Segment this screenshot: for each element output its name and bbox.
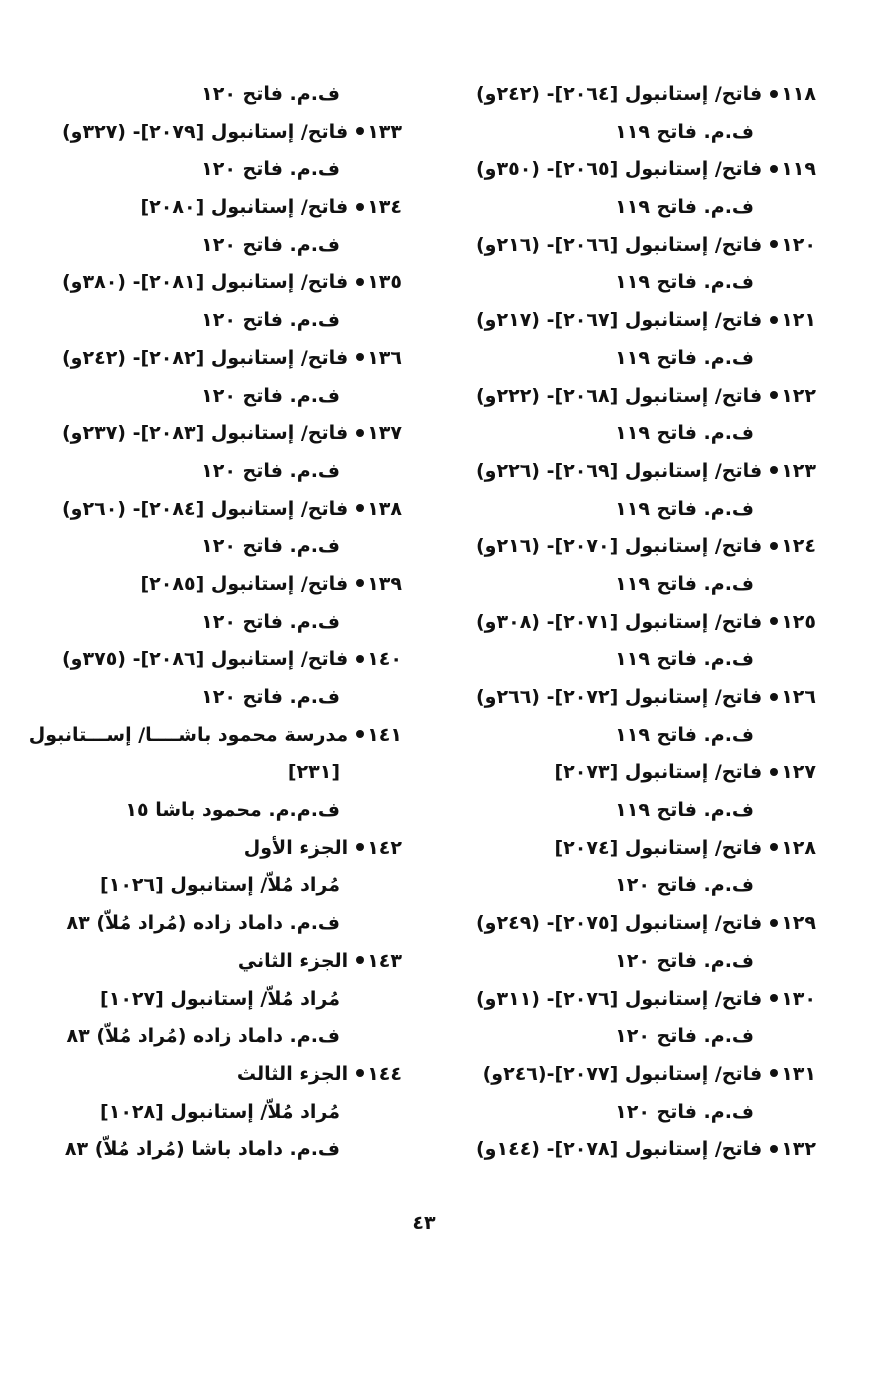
- bullet-icon: [770, 693, 778, 701]
- catalog-entry: [28, 717, 402, 755]
- entry-detail: ف.م. فاتح ١٢٠: [201, 233, 340, 256]
- bullet-icon: [770, 994, 778, 1002]
- catalog-entry: [456, 905, 816, 943]
- bullet-icon: [356, 127, 364, 135]
- entry-detail: ف.م. فاتح ١٢٠: [201, 384, 340, 407]
- entry-text: الجزء الثاني: [237, 949, 349, 972]
- entry-detail: ف.م. فاتح ١٢٠: [201, 535, 340, 558]
- catalog-entry: [456, 76, 816, 114]
- entry-text: فاتح/ إستانبول [٢٠٧٠]- (٢١٦و): [476, 535, 763, 558]
- entry-detail: مُراد مُلاّ/ إستانبول [١٠٢٨]: [100, 1100, 340, 1123]
- entry-text: فاتح/ إستانبول [٢٠٧١]- (٣٠٨و): [476, 610, 763, 633]
- left-column: [28, 76, 402, 1169]
- entry-number: ١٣٥: [367, 271, 402, 294]
- catalog-entry: [50, 340, 402, 378]
- entry-text: فاتح/ إستانبول [٢٠٦٦]- (٢١٦و): [476, 233, 763, 256]
- entry-number: ١٤٢: [367, 836, 402, 859]
- bullet-icon: [356, 579, 364, 587]
- bullet-icon: [770, 919, 778, 927]
- catalog-entry: [50, 189, 402, 227]
- catalog-entry: [456, 302, 816, 340]
- entry-text: فاتح/ إستانبول [٢٠٨٥]: [140, 572, 349, 595]
- catalog-entry: [456, 227, 816, 265]
- entry-detail: ف.م. فاتح ١١٩: [615, 497, 754, 520]
- catalog-entry: [456, 1056, 816, 1094]
- entry-number: ١٣٤: [367, 196, 402, 219]
- entry-text: مدرسة محمود باشــــا/ إســـتانبول: [28, 723, 349, 746]
- entry-continuation: [٢٣١]: [287, 761, 340, 784]
- entry-number: ١٣٦: [367, 346, 402, 369]
- entry-number: ١٢٨: [781, 836, 816, 859]
- catalog-entry: [456, 528, 816, 566]
- bullet-icon: [770, 316, 778, 324]
- entry-text: الجزء الثالث: [236, 1062, 349, 1085]
- bullet-icon: [770, 542, 778, 550]
- entry-detail: ف.م. فاتح ١٢٠: [615, 1025, 754, 1048]
- bullet-icon: [356, 655, 364, 663]
- catalog-entry: [50, 830, 402, 868]
- catalog-entry: [50, 566, 402, 604]
- bullet-icon: [770, 165, 778, 173]
- entry-detail: ف.م. فاتح ١٢٠: [201, 158, 340, 181]
- catalog-entry: [50, 1056, 402, 1094]
- entry-detail: ف.م. داماد باشا (مُراد مُلاّ) ٨٣: [64, 1138, 340, 1161]
- catalog-entry: [50, 641, 402, 679]
- bullet-icon: [770, 466, 778, 474]
- bullet-icon: [356, 843, 364, 851]
- catalog-entry: [456, 981, 816, 1019]
- entry-number: ١٢٩: [781, 912, 816, 935]
- bullet-icon: [770, 1069, 778, 1077]
- catalog-entry: [50, 264, 402, 302]
- catalog-entry: [50, 491, 402, 529]
- entry-detail: ف.م. فاتح ١١٩: [615, 271, 754, 294]
- entry-detail: ف.م. فاتح ١٢٠: [201, 459, 340, 482]
- catalog-entry: [50, 415, 402, 453]
- entry-text: فاتح/ إستانبول [٢٠٧٧]-(٢٤٦و): [482, 1062, 763, 1085]
- entry-detail: ف.م.م. محمود باشا ١٥: [125, 799, 340, 822]
- entry-number: ١٢٢: [781, 384, 816, 407]
- entry-text: فاتح/ إستانبول [٢٠٧٦]- (٣١١و): [476, 987, 763, 1010]
- entry-text: فاتح/ إستانبول [٢٠٦٥]- (٣٥٠و): [476, 158, 763, 181]
- bullet-icon: [770, 1145, 778, 1153]
- bullet-icon: [356, 353, 364, 361]
- entry-number: ١٢٤: [781, 535, 816, 558]
- entry-text: الجزء الأول: [243, 836, 349, 859]
- entry-detail: ف.م. داماد زاده (مُراد مُلاّ) ٨٣: [66, 1025, 340, 1048]
- catalog-entry: [456, 754, 816, 792]
- page-number: ٤٣: [412, 1212, 436, 1234]
- entry-text: فاتح/ إستانبول [٢٠٨٤]- (٢٦٠و): [62, 497, 349, 520]
- entry-number: ١٣٧: [367, 422, 402, 445]
- bullet-icon: [356, 278, 364, 286]
- entry-detail: ف.م. فاتح ١٢٠: [201, 83, 340, 105]
- catalog-entry: [456, 1131, 816, 1169]
- catalog-entry: [456, 604, 816, 642]
- bullet-icon: [356, 956, 364, 964]
- entry-detail: ف.م. فاتح ١١٩: [615, 422, 754, 445]
- catalog-entry: [456, 830, 816, 868]
- entry-detail: ف.م. فاتح ١١٩: [615, 648, 754, 671]
- entry-text: فاتح/ إستانبول [٢٠٧٥]- (٢٤٩و): [476, 912, 763, 935]
- entry-number: ١٣٠: [781, 987, 816, 1010]
- catalog-entry: [456, 378, 816, 416]
- entry-text: فاتح/ إستانبول [٢٠٧٣]: [554, 761, 763, 784]
- entry-detail: ف.م. داماد زاده (مُراد مُلاّ) ٨٣: [66, 912, 340, 935]
- entry-text: فاتح/ إستانبول [٢٠٨٦]- (٣٧٥و): [62, 648, 349, 671]
- entry-text: فاتح/ إستانبول [٢٠٨٢]- (٢٤٢و): [62, 346, 349, 369]
- entry-number: ١٢٧: [781, 761, 816, 784]
- bullet-icon: [356, 203, 364, 211]
- entry-detail: ف.م. فاتح ١١٩: [615, 572, 754, 595]
- bullet-icon: [770, 768, 778, 776]
- catalog-entry: [456, 151, 816, 189]
- entry-detail: ف.م. فاتح ١٢٠: [201, 309, 340, 332]
- entry-number: ١٣٩: [367, 572, 402, 595]
- entry-number: ١٢٥: [781, 610, 816, 633]
- catalog-entry: [456, 679, 816, 717]
- bullet-icon: [770, 617, 778, 625]
- entry-number: ١٤١: [367, 723, 402, 746]
- entry-number: ١٣٨: [367, 497, 402, 520]
- entry-text: فاتح/ إستانبول [٢٠٦٧]- (٢١٧و): [476, 309, 763, 332]
- bullet-icon: [356, 1069, 364, 1077]
- bullet-icon: [770, 90, 778, 98]
- entry-number: ١٢٣: [781, 459, 816, 482]
- entry-text: فاتح/ إستانبول [٢٠٧٢]- (٢٦٦و): [476, 686, 763, 708]
- catalog-entry: [50, 943, 402, 981]
- entry-number: ١١٨: [781, 83, 816, 105]
- entry-detail: ف.م. فاتح ١١٩: [615, 120, 754, 143]
- entry-text: فاتح/ إستانبول [٢٠٦٩]- (٢٢٦و): [476, 459, 763, 482]
- entry-number: ١٤٤: [367, 1062, 402, 1085]
- entry-number: ١١٩: [781, 158, 816, 181]
- entry-detail: ف.م. فاتح ١٢٠: [615, 1100, 754, 1123]
- catalog-entry: [50, 114, 402, 152]
- bullet-icon: [770, 391, 778, 399]
- entry-detail: ف.م. فاتح ١١٩: [615, 346, 754, 369]
- entry-detail: ف.م. فاتح ١٢٠: [615, 874, 754, 897]
- entry-detail: ف.م. فاتح ١٢٠: [201, 686, 340, 708]
- entry-number: ١٢٠: [781, 233, 816, 256]
- bullet-icon: [356, 730, 364, 738]
- entry-detail: ف.م. فاتح ١٢٠: [201, 610, 340, 633]
- entry-text: فاتح/ إستانبول [٢٠٧٤]: [554, 836, 763, 859]
- entry-number: ١٣١: [781, 1062, 816, 1085]
- entry-number: ١٢٦: [781, 686, 816, 708]
- entry-number: ١٣٣: [367, 120, 402, 143]
- bullet-icon: [356, 504, 364, 512]
- entry-detail: مُراد مُلاّ/ إستانبول [١٠٢٧]: [100, 987, 340, 1010]
- entry-detail: ف.م. فاتح ١١٩: [615, 799, 754, 822]
- entry-text: فاتح/ إستانبول [٢٠٦٤]- (٢٤٢و): [476, 83, 763, 105]
- entry-text: فاتح/ إستانبول [٢٠٧٨]- (١٤٤و): [476, 1138, 763, 1161]
- entry-detail: ف.م. فاتح ١١٩: [615, 196, 754, 219]
- entry-text: فاتح/ إستانبول [٢٠٨٣]- (٢٣٧و): [62, 422, 349, 445]
- bullet-icon: [356, 429, 364, 437]
- entry-detail: ف.م. فاتح ١٢٠: [615, 949, 754, 972]
- bullet-icon: [770, 843, 778, 851]
- entry-number: ١٣٢: [781, 1138, 816, 1161]
- entry-detail: مُراد مُلاّ/ إستانبول [١٠٢٦]: [100, 874, 340, 897]
- entry-number: ١٤٠: [367, 648, 402, 671]
- catalog-entry: [456, 453, 816, 491]
- entry-text: فاتح/ إستانبول [٢٠٦٨]- (٢٢٢و): [476, 384, 763, 407]
- entry-number: ١٢١: [781, 309, 816, 332]
- entry-detail: ف.م. فاتح ١١٩: [615, 723, 754, 746]
- right-column: [456, 76, 816, 1169]
- entry-text: فاتح/ إستانبول [٢٠٨١]- (٣٨٠و): [62, 271, 349, 294]
- entry-text: فاتح/ إستانبول [٢٠٧٩]- (٣٢٧و): [62, 120, 349, 143]
- entry-number: ١٤٣: [367, 949, 402, 972]
- bullet-icon: [770, 240, 778, 248]
- entry-text: فاتح/ إستانبول [٢٠٨٠]: [140, 196, 349, 219]
